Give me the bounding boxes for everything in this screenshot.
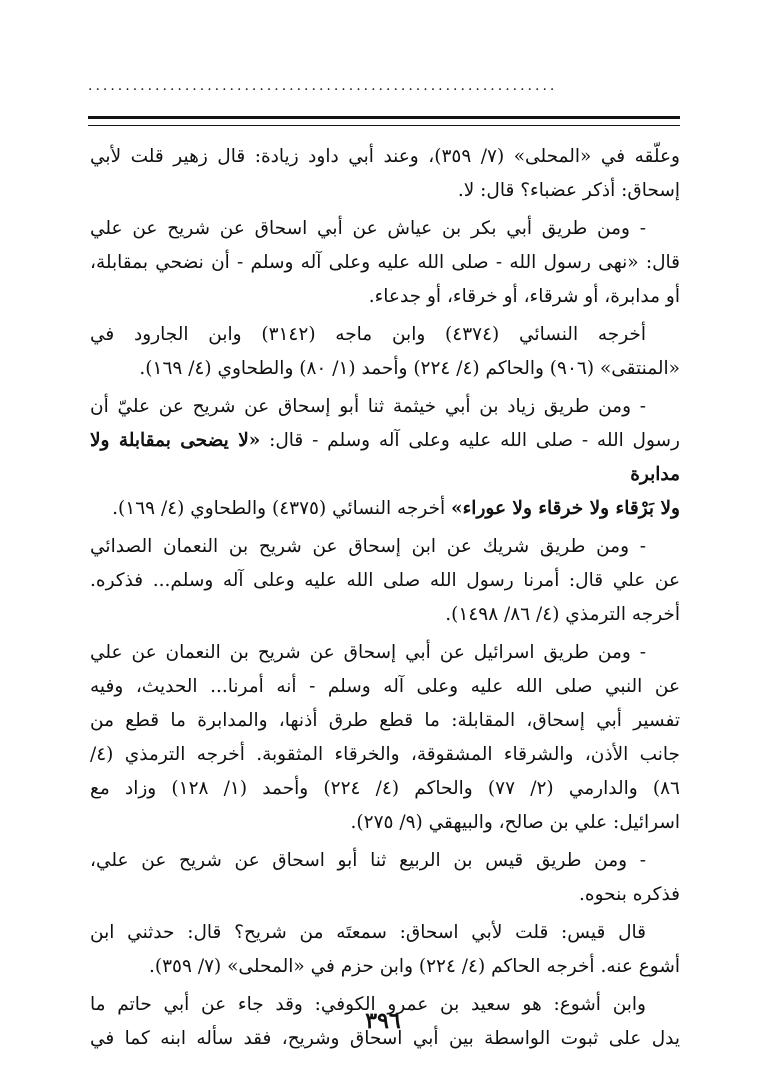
paragraph-8-cont [90,950,680,984]
text-line: عن علي قال: أمرنا رسول الله صلى الله عليه وعلى آله وسلم... فذكره. [90,570,680,591]
header-rule-thin [88,125,680,126]
text-line: أخرجه النسائي (٤٣٧٤) وابن ماجه (٣١٤٢) وابن الجارود في [90,324,646,345]
text-line: يدل على ثبوت الواسطة بين أبي اسحاق وشريح، فقد سأله ابنه كما في [90,1028,680,1049]
paragraph-4 [90,390,680,424]
text-line: وابن أشوع: هو سعيد بن عمرو الكوفي: وقد جاء عن أبي حاتم ما [90,994,646,1015]
paragraph-8 [90,916,680,950]
paragraph-3 [90,318,680,352]
text-segment: رسول الله - صلى الله عليه وعلى آله وسلم - قال: [260,430,680,451]
page-body [90,140,680,1060]
text-line: قال: «نهى رسول الله - صلى الله عليه وعلى آله وسلم - أن نضحي بمقابلة، [90,252,680,273]
paragraph-2-cont [90,246,680,314]
text-line [90,424,680,492]
bold-hadith-quote: «لا يضحى بمقابلة ولا مدابرة [90,430,680,485]
paragraph-2 [90,212,680,246]
text-line: إسحاق: أذكر عضباء؟ قال: لا. [457,180,680,201]
text-line: وعلّقه في «المحلى» (٧/ ٣٥٩)، وعند أبي داود زيادة: قال زهير قلت لأبي [90,146,680,167]
text-line: «المنتقى» (٩٠٦) والحاكم (٤/ ٢٢٤) وأحمد (١/ ٨٠) والطحاوي (٤/ ١٦٩). [139,358,680,379]
text-line [90,492,680,526]
text-line: - ومن طريق زياد بن أبي خيثمة ثنا أبو إسحاق عن شريح عن عليّ أن [90,396,646,417]
paragraph-4-cont [90,424,680,526]
paragraph-7-cont [90,878,680,912]
text-line: قال قيس: قلت لأبي اسحاق: سمعتَه من شريح؟ قال: حدثني ابن [90,922,646,943]
paragraph-7 [90,844,680,878]
text-line: جانب الأذن، والشرقاء المشقوقة، والخرقاء المثقوبة. أخرجه الترمذي (٤/ [90,744,680,765]
text-line: فذكره بنحوه. [579,884,680,905]
text-line: أشوع عنه. أخرجه الحاكم (٤/ ٢٢٤) وابن حزم في «المحلى» (٧/ ٣٥٩). [149,956,680,977]
header-rule-thick [88,116,680,119]
text-segment: أخرجه النسائي (٤٣٧٥) والطحاوي (٤/ ١٦٩). [112,498,452,519]
text-line: - ومن طريق أبي بكر بن عياش عن أبي اسحاق عن شريح عن علي [90,218,646,239]
text-line: عن النبي صلى الله عليه وعلى آله وسلم - أنه أمرنا... الحديث، وفيه [90,676,680,697]
paragraph-6 [90,636,680,670]
paragraph-5-cont [90,564,680,632]
paragraph-5 [90,530,680,564]
paragraph-3-cont [90,352,680,386]
text-line: أخرجه الترمذي (٤/ ٨٦/ ١٤٩٨). [445,604,680,625]
text-line: ٨٦) والدارمي (٢/ ٧٧) والحاكم (٤/ ٢٢٤) وأحمد (١/ ١٢٨) وزاد مع [90,778,680,799]
paragraph-1 [90,140,680,208]
bold-hadith-quote-2: ولا بَرْقاء ولا خرقاء ولا عوراء» [451,498,680,519]
paragraph-6-cont [90,670,680,840]
text-line: - ومن طريق قيس بن الربيع ثنا أبو اسحاق عن شريح عن علي، [90,850,646,871]
text-line: تفسير أبي إسحاق، المقابلة: ما قطع طرق أذنها، والمدابرة ما قطع من [90,710,680,731]
text-line: - ومن طريق شريك عن ابن إسحاق عن شريح بن النعمان الصدائي [90,536,646,557]
page-number: ٣٩٦ [365,1008,401,1034]
text-line: أو مدابرة، أو شرقاء، أو خرقاء، أو جدعاء. [368,286,680,307]
text-line: اسرائيل: علي بن صالح، والبيهقي (٩/ ٢٧٥). [350,812,680,833]
text-line: - ومن طريق اسرائيل عن أبي إسحاق عن شريح بن النعمان عن علي [90,642,646,663]
header-dotted-line: ............................................................... [88,78,558,94]
